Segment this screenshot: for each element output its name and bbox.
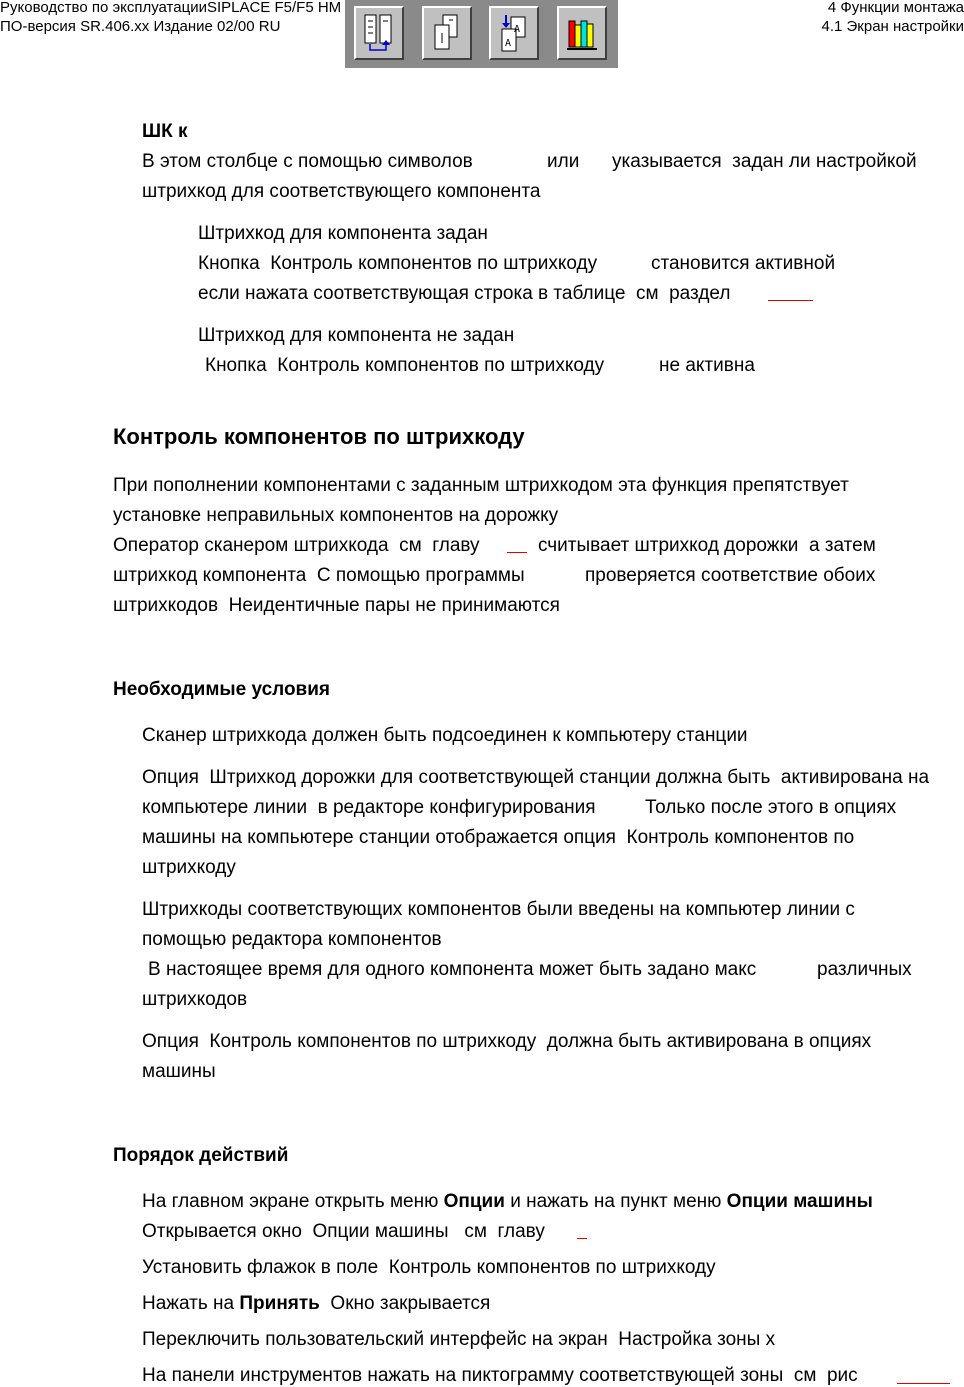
svg-text:A: A: [514, 24, 521, 35]
text-line: если нажата соответствующая строка в таблице см раздел: [198, 283, 731, 304]
svg-text:A: A: [505, 38, 512, 49]
header-chapter: 4 Функции монтажа: [827, 0, 964, 16]
text-line: Сканер штрихкода должен быть подсоединен к компьютеру станции: [142, 725, 748, 746]
text-line: указывается задан ли настройкой: [612, 151, 917, 172]
text-line: машины: [142, 1061, 216, 1082]
text-line: помощью редактора компонентов: [142, 929, 442, 950]
columns-transfer-icon: [361, 11, 397, 55]
text-line: В настоящее время для одного компонента может быть задано макс: [148, 959, 757, 980]
text-line: не активна: [659, 355, 755, 376]
chapter-reference-link[interactable]: [577, 1238, 587, 1239]
section-title-shk: ШК к: [142, 121, 188, 142]
text-line: штрихкод для соответствующего компонента: [142, 181, 541, 202]
text-line: становится активной: [651, 253, 836, 274]
text-line: различных: [817, 959, 912, 980]
step-5: Переключить пользовательский интерфейс на экран Настройка зоны х: [142, 1329, 776, 1350]
button-name-accept: Принять: [239, 1293, 320, 1314]
step-1: [142, 1191, 873, 1213]
header-section: 4.1 Экран настройки: [821, 18, 964, 35]
figure-reference-link[interactable]: [897, 1383, 950, 1384]
text-line: проверяется соответствие обоих: [585, 565, 876, 586]
copy-pages-button[interactable]: [422, 6, 472, 60]
text-line: Штрихкод для компонента не задан: [198, 325, 515, 346]
books-button[interactable]: [557, 6, 607, 60]
text-line: Только после этого в опциях: [645, 797, 897, 818]
columns-transfer-button[interactable]: [354, 6, 404, 60]
copy-pages-icon: [429, 11, 465, 55]
chapter-reference-link[interactable]: [507, 552, 527, 553]
text-line: машины на компьютере станции отображается опция Контроль компонентов по: [142, 827, 855, 848]
text-line: или: [547, 151, 580, 172]
section-heading-conditions: Необходимые условия: [113, 679, 331, 700]
step-2: Открывается окно Опции машины см главу: [142, 1221, 545, 1242]
menu-item-machine-options: Опции машины: [726, 1191, 873, 1212]
text-line: штрихкодов Неидентичные пары не принимаются: [113, 595, 560, 616]
toolbar: [345, 0, 618, 68]
text-line: штрихкодов: [142, 989, 248, 1010]
section-heading-barcode-control: Контроль компонентов по штрихкоду: [113, 424, 525, 449]
text-line: штрихкод компонента С помощью программы: [113, 565, 525, 586]
text-line: считывает штрихкод дорожки а затем: [538, 535, 876, 556]
text: и нажать на пункт меню: [504, 1191, 727, 1212]
text-line: Штрихкоды соответствующих компонентов были введены на компьютер линии с: [142, 899, 855, 920]
text-line: штрихкоду: [142, 857, 236, 878]
step-6: На панели инструментов нажать на пиктограмму соответствующей зоны см рис: [142, 1365, 858, 1386]
text-line: Штрихкод для компонента задан: [198, 223, 488, 244]
text-line: Опция Штрихкод дорожки для соответствующей станции должна быть активирована на: [142, 767, 930, 788]
text-line: компьютере линии в редакторе конфигурирования: [142, 797, 596, 818]
swap-documents-icon: [496, 11, 532, 55]
step-4: [142, 1293, 490, 1315]
text: Нажать на: [142, 1293, 240, 1314]
text-line: В этом столбце с помощью символов: [142, 151, 473, 172]
section-reference-link[interactable]: [768, 300, 813, 301]
text: На главном экране открыть меню: [142, 1191, 444, 1212]
text-line: Кнопка Контроль компонентов по штрихкоду: [198, 253, 598, 274]
text-line: Опция Контроль компонентов по штрихкоду должна быть активирована в опциях: [142, 1031, 872, 1052]
step-3: Установить флажок в поле Контроль компонентов по штрихкоду: [142, 1257, 716, 1278]
text-line: установке неправильных компонентов на дорожку: [113, 505, 559, 526]
menu-name-options: Опции: [443, 1191, 505, 1212]
header-version: ПО-версия SR.406.xx Издание 02/00 RU: [0, 18, 281, 35]
swap-documents-button[interactable]: [489, 6, 539, 60]
text: Окно закрывается: [319, 1293, 491, 1314]
header-manual-title: Руководство по эксплуатацииSIPLACE F5/F5 HM: [0, 0, 342, 16]
books-icon: [564, 11, 600, 55]
text-line: Кнопка Контроль компонентов по штрихкоду: [205, 355, 605, 376]
section-heading-steps: Порядок действий: [113, 1145, 289, 1166]
text-line: При пополнении компонентами с заданным штрихкодом эта функция препятствует: [113, 475, 849, 496]
text-line: Оператор сканером штрихкода см главу: [113, 535, 480, 556]
